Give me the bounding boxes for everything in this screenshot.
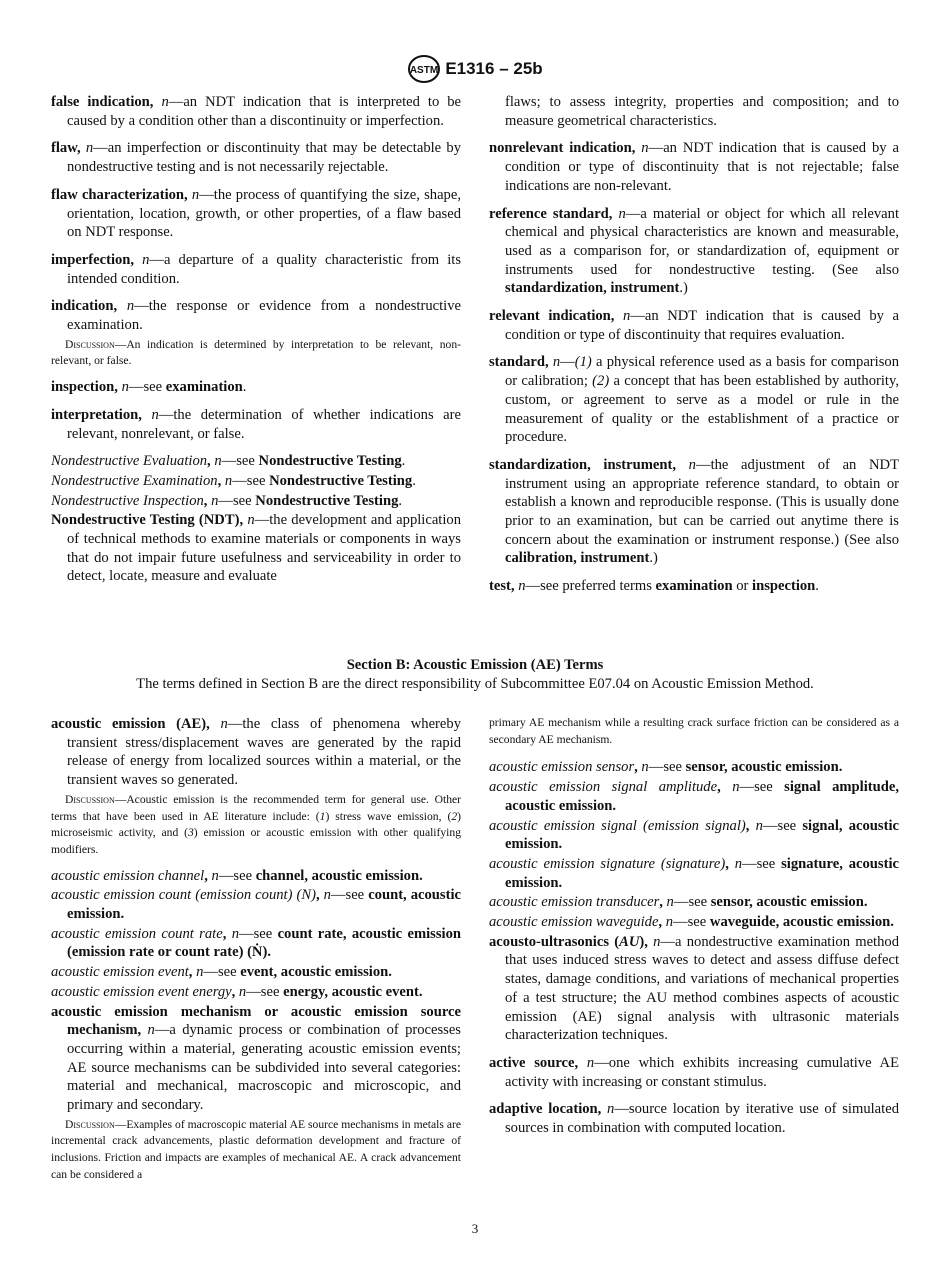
entry-flaw: flaw, n—an imperfection or discontinuity that may be detectable by nondestructive testing and is not necessarily rejectable. xyxy=(51,140,461,176)
section-b-title: Section B: Acoustic Emission (AE) Terms xyxy=(346,657,604,673)
entry-ndt: Nondestructive Testing (NDT), n—the development and application of technical methods to examine materials or components in ways that do not impair future usefulness and serviceability in order to detect, locate, measure and evaluate xyxy=(51,512,462,585)
bottom-left-column xyxy=(51,715,461,1192)
entry-inspection: inspection, n—see examination. xyxy=(51,379,247,396)
entry-ae-signal: acoustic emission signal (emission signal), n—see signal, acoustic emission. xyxy=(489,817,899,853)
entry-relevant-indication: relevant indication, n—an NDT indication that is caused by a condition or type of discontinuity that requires evaluation. xyxy=(489,308,899,343)
entry-flaw-characterization: flaw characterization, n—the process of quantifying the size, shape, orientation, location, growth, or other properties, of a flaw based on NDT response. xyxy=(51,186,461,241)
entry-standard: standard, n—(1) a physical reference used as a basis for comparison or calibration; (2) a concept that has been established by authority, custom, or agreement to serve as a model or rule in the measurement of quality or the establishment of a practice or procedure. xyxy=(489,354,899,446)
entry-reference-standard: reference standard, n—a material or object for which all relevant chemical and physical characteristics are known and measurable, used as a comparison for, or standardization of, equipment or instruments used for nondestructive testing. (See also standardization, instrument.) xyxy=(489,205,899,297)
entry-standardization-instrument: standardization, instrument, n—the adjustment of an NDT instrument using an appropriate reference standard, to obtain or establish a known and reproducible response. (This is usually done prior to an examination, but can be carried out anytime there is concern about the examination or instrument response.) (See also calibration, instrument.) xyxy=(489,456,900,567)
entry-nonrelevant-indication: nonrelevant indication, n—an NDT indication that is caused by a condition or type of discontinuity that is not rejectable; false indications are non-relevant. xyxy=(489,140,899,194)
entry-nd-inspection: Nondestructive Inspection, n—see Nondestructive Testing. xyxy=(51,492,403,509)
top-right-column xyxy=(489,93,899,605)
astm-logo-text: ASTM xyxy=(410,65,439,76)
entry-interpretation: interpretation, n—the determination of whether indications are relevant, nonrelevant, or false. xyxy=(51,406,461,442)
entry-adaptive-location: adaptive location, n—source location by iterative use of simulated sources in combination with computed location. xyxy=(489,1101,899,1137)
entry-ae-count-rate: acoustic emission count rate, n—see count rate, acoustic emission (emission rate or count rate) (Ṅ). xyxy=(51,925,461,961)
entry-ae-signature: acoustic emission signature (signature), n—see signature, acoustic emission. xyxy=(489,855,899,891)
entry-test: test, n—see preferred terms examination or inspection. xyxy=(489,578,819,595)
page-number: 3 xyxy=(471,1221,479,1236)
section-b-intro: The terms defined in Section B are the direct responsibility of Subcommittee E07.04 on Acoustic Emission Method. xyxy=(136,676,814,692)
entry-ndt-continued: flaws; to assess integrity, properties and composition; and to measure geometrical characteristics. xyxy=(505,94,899,129)
entry-active-source: active source, n—one which exhibits increasing cumulative AE activity with increasing or constant stimulus. xyxy=(489,1054,899,1090)
entry-ae-signal-amplitude: acoustic emission signal amplitude, n—see signal amplitude, acoustic emission. xyxy=(489,779,899,814)
document-id: E1316 – 25b xyxy=(445,59,543,78)
discussion-indication: Discussion—An indication is determined by interpretation to be relevant, non-relevant, or false. xyxy=(51,337,461,368)
entry-ae-event: acoustic emission event, n—see event, acoustic emission. xyxy=(51,964,392,981)
entry-nd-evaluation: Nondestructive Evaluation, n—see Nondestructive Testing. xyxy=(51,453,406,470)
entry-indication: indication, n—the response or evidence from a nondestructive examination. xyxy=(51,298,461,334)
discussion-ae-mechanism-continued: primary AE mechanism while a resulting crack surface friction can be considered as a secondary AE mechanism. xyxy=(489,716,899,746)
entry-ae-channel: acoustic emission channel, n—see channel, acoustic emission. xyxy=(51,867,423,884)
discussion-ae-mechanism: Discussion—Examples of macroscopic material AE source mechanisms in metals are incremental crack advancements, plastic deformation development and fracture of inclusions. Friction and impacts are examples of mechanical AE. A crack advancement can be considered a xyxy=(51,1117,461,1181)
page-header xyxy=(0,54,950,84)
top-left-column xyxy=(51,93,461,595)
astm-logo-icon xyxy=(407,54,441,84)
entry-ae-mechanism: acoustic emission mechanism or acoustic emission source mechanism, n—a dynamic process or combination of processes occurring within a material, generating acoustic emission events; AE source mechanisms can be subdivided into several categories: material and mechanical, macroscopic and microscopic, and primary and secondary. xyxy=(51,1003,461,1114)
entry-acoustic-emission: acoustic emission (AE), n—the class of phenomena whereby transient stress/displacement waves are generated by the rapid release of energy from localized sources within a material, or the transient waves so generated. xyxy=(51,716,461,789)
entry-nd-examination: Nondestructive Examination, n—see Nondestructive Testing. xyxy=(51,472,416,489)
entry-ae-sensor: acoustic emission sensor, n—see sensor, acoustic emission. xyxy=(489,759,843,776)
entry-acousto-ultrasonics: acousto-ultrasonics (AU), n—a nondestructive examination method that uses induced stress waves to detect and assess diffuse defect states, damage conditions, and variations of mechanical properties of a test structure; the AU method combines aspects of acoustic emission (AE) signal analysis with ultrasonic materials characterization techniques. xyxy=(489,933,899,1044)
entry-false-indication: false indication, n—an NDT indication that is interpreted to be caused by a condition other than a discontinuity or imperfection. xyxy=(51,94,462,129)
entry-ae-waveguide: acoustic emission waveguide, n—see waveguide, acoustic emission. xyxy=(489,914,894,931)
section-b-heading xyxy=(50,656,900,694)
entry-imperfection: imperfection, n—a departure of a quality characteristic from its intended condition. xyxy=(51,251,461,287)
entry-ae-transducer: acoustic emission transducer, n—see sensor, acoustic emission. xyxy=(489,894,868,911)
entry-ae-count: acoustic emission count (emission count) (N), n—see count, acoustic emission. xyxy=(51,887,461,923)
bottom-right-column xyxy=(489,715,899,1147)
entry-ae-event-energy: acoustic emission event energy, n—see energy, acoustic event. xyxy=(51,983,423,1000)
discussion-acoustic-emission: Discussion—Acoustic emission is the recommended term for general use. Other terms that have been used in AE literature include: (1) stress wave emission, (2) microseismic activity, and (3) emission or acoustic emission with other qualifying modifiers. xyxy=(51,792,461,856)
